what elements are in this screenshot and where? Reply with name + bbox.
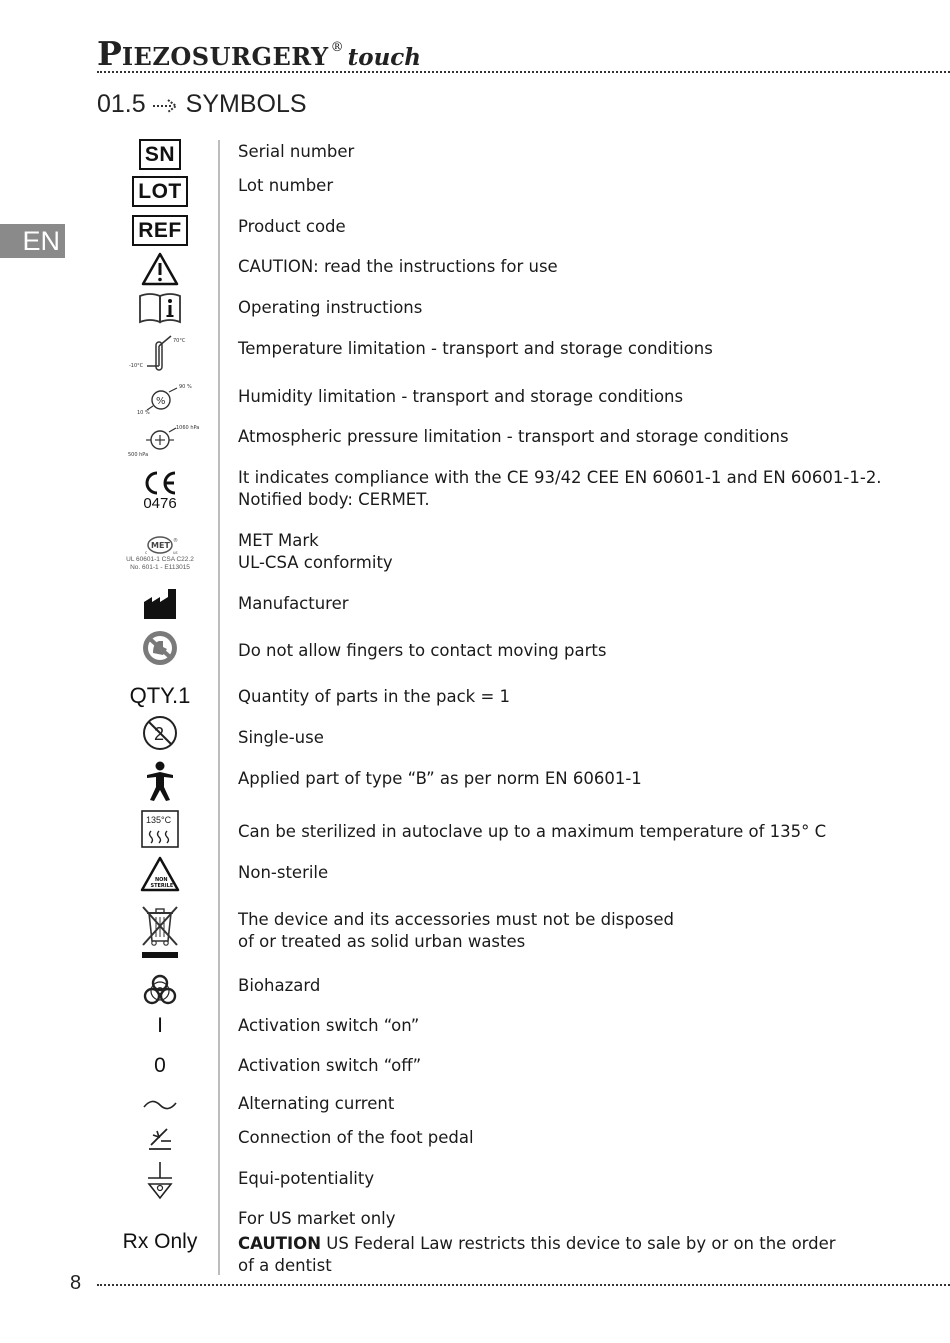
autoclave-temperature-mark: 135°C — [146, 815, 172, 825]
symbol-description: Quantity of parts in the pack = 1 — [238, 687, 511, 706]
single-use-icon — [120, 714, 200, 752]
equipotentiality-icon — [120, 1160, 200, 1202]
rx-only-icon — [120, 1225, 200, 1259]
section-number: 01.5 — [97, 90, 146, 118]
foot-pedal-icon — [120, 1122, 200, 1152]
quantity-label: QTY.1 — [129, 683, 191, 708]
caution-word: CAUTION — [238, 1234, 321, 1253]
pressure-max-mark: 1060 hPa — [176, 425, 200, 431]
symbol-description: Can be sterilized in autoclave up to a maximum temperature of 135° C — [238, 822, 827, 841]
rx-only-label: Rx Only — [122, 1230, 198, 1253]
symbol-description — [238, 909, 918, 953]
section-title: SYMBOLS — [185, 90, 307, 118]
temperature-max-mark: 70°C — [173, 338, 186, 344]
symbol-description: Product code — [238, 217, 346, 236]
symbol-description: Serial number — [238, 142, 355, 161]
section-heading — [97, 90, 307, 120]
autoclave-icon — [120, 809, 200, 849]
non-sterile-icon — [120, 856, 200, 892]
quantity-icon — [120, 682, 200, 710]
symbol-description-line: UL-CSA conformity — [238, 553, 393, 572]
brand-logo — [97, 34, 421, 73]
column-divider — [218, 140, 220, 1275]
footer-divider — [97, 1284, 950, 1286]
humidity-min-mark: 10 % — [137, 410, 150, 416]
brand-name: IEZOSURGERY — [121, 42, 329, 71]
pressure-min-mark: 500 hPa — [128, 452, 149, 458]
caution-statement-end: of a dentist — [238, 1256, 332, 1275]
brand-registered-mark: ® — [330, 40, 344, 55]
symbol-description-line: of or treated as solid urban wastes — [238, 932, 526, 951]
symbol-description: Activation switch “on” — [238, 1016, 420, 1035]
switch-off-icon — [120, 1052, 200, 1080]
lot-number-icon — [120, 173, 200, 209]
page-number: 8 — [70, 1272, 82, 1294]
symbol-description — [238, 1208, 918, 1277]
caution-text: US Federal Law restricts this device to sale by or on the order — [321, 1234, 836, 1253]
header-divider — [97, 71, 950, 73]
non-sterile-mark-2: STERILE — [150, 883, 174, 889]
symbol-description-line: Notified body: CERMET. — [238, 490, 430, 509]
symbol-description: Do not allow fingers to contact moving parts — [238, 641, 607, 660]
serial-number-icon — [120, 136, 200, 172]
symbol-description: CAUTION: read the instructions for use — [238, 257, 558, 276]
symbol-description: Activation switch “off” — [238, 1056, 422, 1075]
symbol-description — [238, 530, 918, 574]
non-sterile-mark-1: NON — [155, 877, 168, 883]
notified-body-number: 0476 — [143, 495, 177, 512]
biohazard-icon — [120, 972, 200, 1008]
symbol-description: Manufacturer — [238, 594, 349, 613]
met-mark-icon — [120, 531, 200, 575]
symbol-description: Humidity limitation - transport and storage conditions — [238, 387, 684, 406]
symbol-description: Lot number — [238, 176, 334, 195]
switch-on-label: I — [157, 1014, 163, 1037]
manufacturer-icon — [120, 587, 200, 621]
symbol-description: Applied part of type “B” as per norm EN 60601-1 — [238, 769, 642, 788]
product-code-icon — [120, 212, 200, 248]
symbol-description: Atmospheric pressure limitation - transport and storage conditions — [238, 427, 789, 446]
product-code-label: REF — [132, 215, 188, 246]
switch-on-icon — [120, 1012, 200, 1040]
met-mark-file: No. 601-1 - E113015 — [130, 564, 190, 571]
svg-text:%: % — [156, 396, 166, 407]
humidity-limitation-icon — [120, 380, 200, 418]
serial-number-label: SN — [139, 139, 181, 170]
symbol-description-line: It indicates compliance with the CE 93/42 CEE EN 60601-1 and EN 60601-1-2. — [238, 468, 882, 487]
brand-initial: P — [97, 34, 122, 73]
symbol-description: Alternating current — [238, 1094, 395, 1113]
pressure-limitation-icon — [120, 422, 200, 460]
symbol-description: Single-use — [238, 728, 324, 747]
svg-text:®: ® — [173, 538, 178, 544]
alternating-current-icon — [120, 1092, 200, 1118]
caution-statement — [238, 1233, 918, 1255]
switch-off-label: 0 — [154, 1054, 166, 1077]
symbol-description — [238, 467, 918, 511]
no-fingers-icon — [120, 629, 200, 667]
symbol-description: Connection of the foot pedal — [238, 1128, 474, 1147]
symbol-description-line: For US market only — [238, 1209, 396, 1228]
language-tab: EN — [0, 224, 65, 258]
type-b-applied-part-icon — [120, 760, 200, 802]
temperature-min-mark: -10°C — [129, 363, 144, 369]
symbol-description: Equi-potentiality — [238, 1169, 375, 1188]
symbol-description: Biohazard — [238, 976, 321, 995]
humidity-max-mark: 90 % — [179, 384, 192, 390]
dotted-arrow-icon — [152, 91, 180, 120]
weee-icon — [120, 903, 200, 961]
temperature-limitation-icon — [120, 332, 200, 372]
met-mark-standard: UL 60601-1 CSA C22.2 — [126, 556, 194, 563]
lot-number-label: LOT — [132, 176, 188, 207]
symbol-description: Non-sterile — [238, 863, 329, 882]
ce-mark-icon — [120, 468, 200, 514]
svg-text:2: 2 — [154, 724, 165, 744]
svg-text:us: us — [173, 550, 178, 555]
caution-icon — [120, 252, 200, 286]
svg-text:c: c — [145, 550, 148, 555]
symbol-description: Temperature limitation - transport and storage conditions — [238, 339, 713, 358]
symbol-description: Operating instructions — [238, 298, 423, 317]
operating-instructions-icon — [120, 291, 200, 325]
symbol-description-line: The device and its accessories must not be disposed — [238, 910, 675, 929]
brand-suffix: touch — [347, 44, 422, 71]
svg-text:MET: MET — [151, 541, 170, 550]
symbol-description-line: MET Mark — [238, 531, 319, 550]
